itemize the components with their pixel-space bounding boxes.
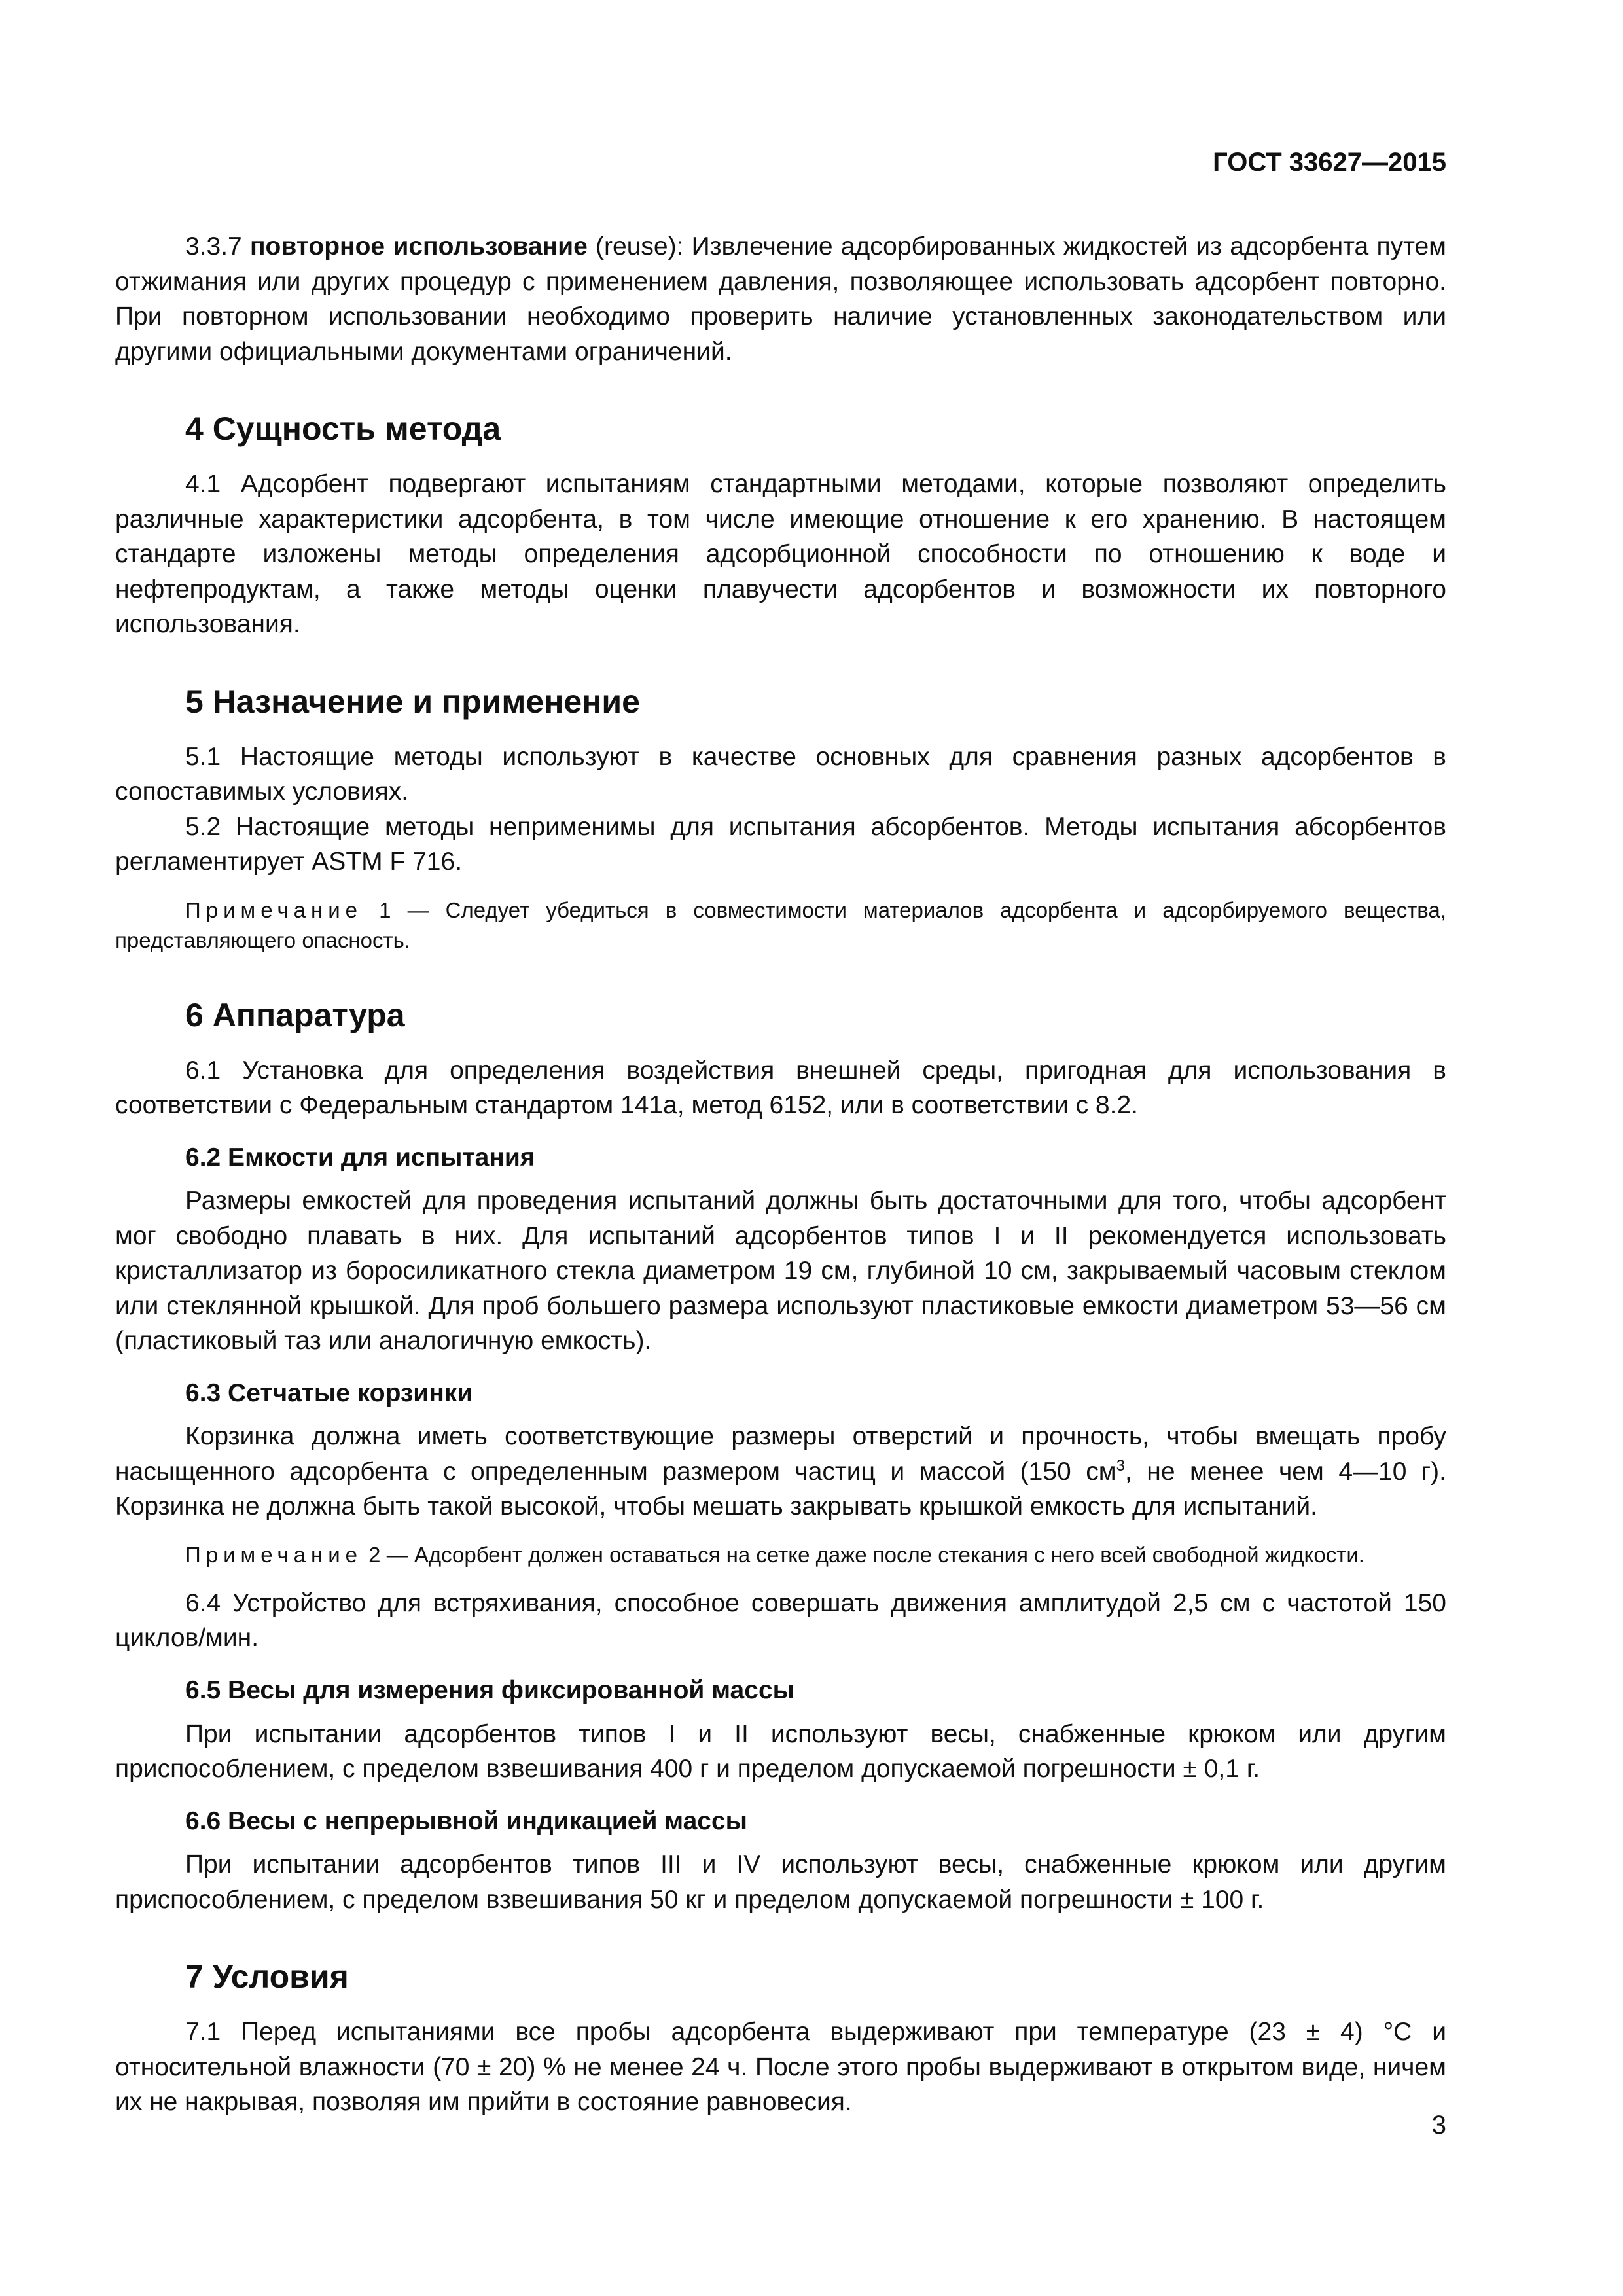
section-5-title: 5 Назначение и применение [185, 683, 640, 720]
page-body [115, 229, 1446, 2120]
term-definition: (reuse): Извлечение адсорбированных жидкостей из адсорбента путем отжимания или других процедур с применением давления, позволяющее использовать адсорбент повторно. При повторном использовании необходимо проверить наличие установленных законодательством или другими официальными документами ограничений. [115, 232, 1446, 366]
clause-5-2: 5.2 Настоящие методы неприменимы для испытания абсорбентов. Методы испытания абсорбентов регламентирует ASTM F 716. [115, 812, 1446, 876]
subsection-6-2-title: 6.2 Емкости для испытания [185, 1143, 535, 1172]
note-1 [115, 895, 1446, 956]
clause-5-1: 5.1 Настоящие методы используют в качестве основных для сравнения разных адсорбентов в сопоставимых условиях. [115, 742, 1446, 806]
text-part: Корзинка должна иметь соответствующие размеры отверстий и прочность, чтобы вмещать пробу насыщенного адсорбента с определенным размером частиц и массой (150 см [115, 1422, 1446, 1486]
text-part: , не менее чем 4—10 г). Корзинка не должна быть такой высокой, чтобы мешать закрывать крышкой емкость для испытаний. [115, 1457, 1446, 1521]
subsection-6-6-title: 6.6 Весы с непрерывной индикацией массы [185, 1806, 747, 1835]
note-text: 2 — Адсорбент должен оставаться на сетке даже после стекания с него всей свободной жидкости. [363, 1542, 1364, 1567]
clause-number: 3.3.7 [185, 232, 250, 260]
subsection-6-5-title: 6.5 Весы для измерения фиксированной массы [185, 1676, 794, 1704]
subsection-6-3-title: 6.3 Сетчатые корзинки [185, 1378, 473, 1407]
note-text: 1 — Следует убедиться в совместимости материалов адсорбента и адсорбируемого вещества, представляющего опасность. [115, 897, 1446, 952]
section-7-title: 7 Условия [185, 1958, 349, 1996]
section-4-title: 4 Сущность метода [185, 410, 501, 447]
note-2 [115, 1540, 1446, 1570]
clause-6-6: При испытании адсорбентов типов III и IV используют весы, снабженные крюком или другим приспособлением, с пределом взвешивания 50 кг и пределом допускаемой погрешности ± 100 г. [115, 1850, 1446, 1914]
term: повторное использование [249, 232, 588, 260]
clause-6-2: Размеры емкостей для проведения испытаний должны быть достаточными для того, чтобы адсорбент мог свободно плавать в них. Для испытаний адсорбентов типов I и II рекомендуется использовать кристаллизатор из боросиликатного стекла диаметром 19 см, глубиной 10 см, закрываемый часовым стеклом или стеклянной крышкой. Для проб большего размера используют пластиковые емкости диаметром 53—56 см (пластиковый таз или аналогичную емкость). [115, 1187, 1446, 1355]
clause-4-1: 4.1 Адсорбент подвергают испытаниям стандартными методами, которые позволяют определить различные характеристики адсорбента, в том числе имеющие отношение к его хранению. В настоящем стандарте изложены методы определения адсорбционной способности по отношению к воде и нефтепродуктам, а также методы оценки плавучести адсорбентов и возможности их повторного использования. [115, 470, 1446, 638]
clause-3-3-7 [115, 229, 1446, 369]
clause-6-1: 6.1 Установка для определения воздействия внешней среды, пригодная для использования в соответствии с Федеральным стандартом 141а, метод 6152, или в соответствии с 8.2. [115, 1056, 1446, 1119]
document-code: ГОСТ 33627—2015 [1213, 148, 1446, 177]
clause-6-3 [115, 1419, 1446, 1524]
section-6-title: 6 Аппаратура [185, 996, 405, 1033]
page-number: 3 [1431, 2111, 1446, 2140]
clause-7-1: 7.1 Перед испытаниями все пробы адсорбента выдерживают при температуре (23 ± 4) °С и относительной влажности (70 ± 20) % не менее 24 ч. После этого пробы выдерживают в открытом виде, ничем их не накрывая, позволяя им прийти в состояние равновесия. [115, 2018, 1446, 2117]
clause-6-4: 6.4 Устройство для встряхивания, способное совершать движения амплитудой 2,5 см с частотой 150 циклов/мин. [115, 1588, 1446, 1653]
note-label: Примечание [185, 897, 363, 922]
note-label: Примечание [185, 1542, 363, 1567]
clause-6-5: При испытании адсорбентов типов I и II используют весы, снабженные крюком или другим приспособлением, с пределом взвешивания 400 г и пределом допускаемой погрешности ± 0,1 г. [115, 1719, 1446, 1784]
superscript: 3 [1116, 1456, 1125, 1475]
